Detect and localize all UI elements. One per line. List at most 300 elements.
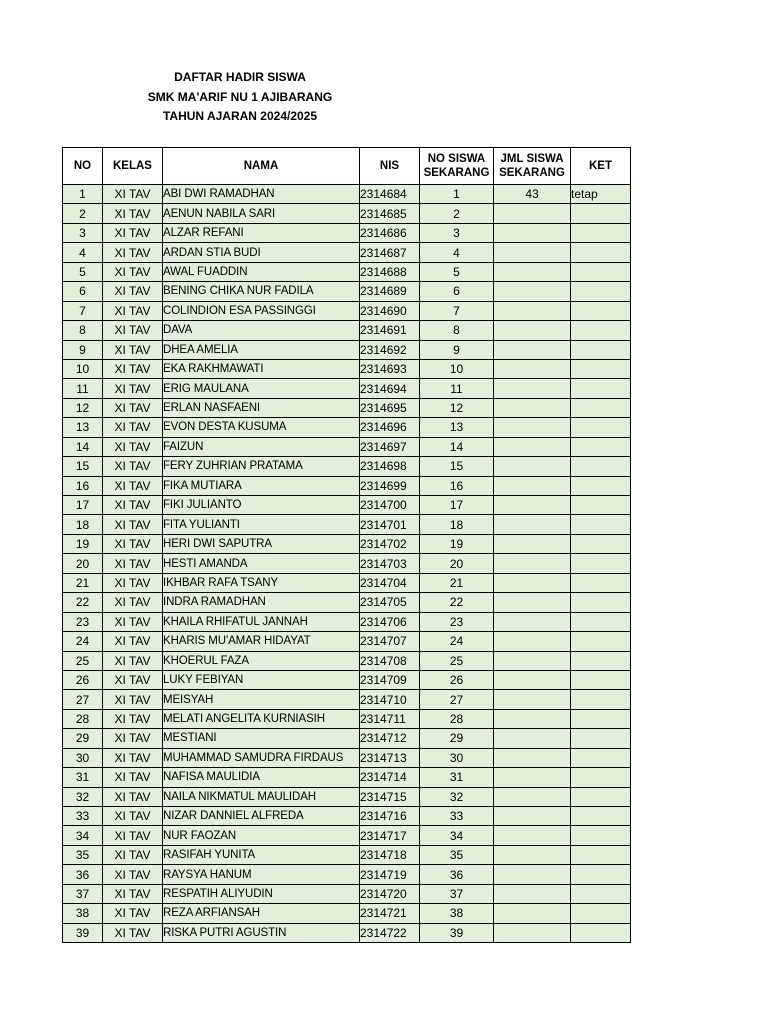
cell-no: 16	[63, 476, 103, 495]
cell-jml-siswa	[494, 612, 571, 631]
table-row	[63, 690, 631, 709]
cell-no-siswa: 20	[420, 554, 494, 573]
cell-nis: 2314687	[360, 243, 420, 262]
cell-nama: HERI DWI SAPUTRA	[163, 534, 360, 553]
cell-nis: 2314692	[360, 340, 420, 359]
cell-ket	[571, 554, 631, 573]
cell-ket	[571, 690, 631, 709]
cell-no: 34	[63, 826, 103, 845]
cell-no: 33	[63, 807, 103, 826]
cell-kelas: XI TAV	[103, 379, 163, 398]
table-row	[63, 632, 631, 651]
cell-jml-siswa	[494, 223, 571, 242]
cell-kelas: XI TAV	[103, 185, 163, 204]
cell-jml-siswa	[494, 379, 571, 398]
cell-ket	[571, 223, 631, 242]
cell-jml-siswa	[494, 340, 571, 359]
cell-kelas: XI TAV	[103, 845, 163, 864]
cell-jml-siswa	[494, 418, 571, 437]
cell-no: 1	[63, 185, 103, 204]
cell-jml-siswa	[494, 768, 571, 787]
cell-nis: 2314705	[360, 593, 420, 612]
table-row	[63, 826, 631, 845]
cell-jml-siswa	[494, 359, 571, 378]
cell-no-siswa: 2	[420, 204, 494, 223]
cell-no-siswa: 22	[420, 593, 494, 612]
cell-no: 39	[63, 923, 103, 942]
cell-no-siswa: 3	[420, 223, 494, 242]
cell-nama: AWAL FUADDIN	[163, 262, 360, 281]
cell-jml-siswa	[494, 845, 571, 864]
cell-no-siswa: 6	[420, 282, 494, 301]
cell-nis: 2314720	[360, 884, 420, 903]
table-row	[63, 282, 631, 301]
cell-no-siswa: 10	[420, 359, 494, 378]
table-row	[63, 573, 631, 592]
cell-nama: RAYSYA HANUM	[163, 865, 360, 884]
cell-no-siswa: 26	[420, 670, 494, 689]
cell-nama: FAIZUN	[163, 437, 360, 456]
table-row	[63, 476, 631, 495]
cell-no-siswa: 35	[420, 845, 494, 864]
table-row	[63, 262, 631, 281]
cell-nama: DHEA AMELIA	[163, 340, 360, 359]
cell-ket	[571, 204, 631, 223]
cell-kelas: XI TAV	[103, 262, 163, 281]
cell-ket	[571, 787, 631, 806]
cell-ket	[571, 729, 631, 748]
cell-nis: 2314719	[360, 865, 420, 884]
cell-nama: ERLAN NASFAENI	[163, 398, 360, 417]
cell-kelas: XI TAV	[103, 282, 163, 301]
cell-no: 15	[63, 457, 103, 476]
cell-nama: AENUN NABILA SARI	[163, 204, 360, 223]
cell-kelas: XI TAV	[103, 807, 163, 826]
cell-no-siswa: 16	[420, 476, 494, 495]
col-header-no-siswa-line1: NO SISWA	[427, 153, 486, 165]
cell-no-siswa: 11	[420, 379, 494, 398]
cell-kelas: XI TAV	[103, 865, 163, 884]
document-title	[62, 68, 418, 127]
cell-nis: 2314722	[360, 923, 420, 942]
cell-nis: 2314712	[360, 729, 420, 748]
cell-nama: EKA RAKHMAWATI	[163, 359, 360, 378]
cell-ket	[571, 904, 631, 923]
cell-jml-siswa	[494, 437, 571, 456]
cell-nis: 2314689	[360, 282, 420, 301]
cell-nis: 2314715	[360, 787, 420, 806]
cell-no-siswa: 29	[420, 729, 494, 748]
cell-no-siswa: 7	[420, 301, 494, 320]
cell-no-siswa: 34	[420, 826, 494, 845]
cell-no-siswa: 17	[420, 496, 494, 515]
cell-ket	[571, 398, 631, 417]
cell-nis: 2314717	[360, 826, 420, 845]
cell-nama: FERY ZUHRIAN PRATAMA	[163, 457, 360, 476]
title-line-2: SMK MA'ARIF NU 1 AJIBARANG	[147, 89, 333, 104]
cell-kelas: XI TAV	[103, 457, 163, 476]
cell-nis: 2314718	[360, 845, 420, 864]
cell-no-siswa: 12	[420, 398, 494, 417]
cell-kelas: XI TAV	[103, 884, 163, 903]
cell-jml-siswa	[494, 321, 571, 340]
cell-no: 18	[63, 515, 103, 534]
cell-nis: 2314686	[360, 223, 420, 242]
cell-nama: RISKA PUTRI AGUSTIN	[163, 923, 360, 942]
cell-no-siswa: 36	[420, 865, 494, 884]
cell-nama: INDRA RAMADHAN	[163, 593, 360, 612]
cell-nama: MEISYAH	[163, 690, 360, 709]
cell-nama: RASIFAH YUNITA	[163, 845, 360, 864]
table-row	[63, 748, 631, 767]
cell-nis: 2314697	[360, 437, 420, 456]
cell-kelas: XI TAV	[103, 573, 163, 592]
cell-no-siswa: 9	[420, 340, 494, 359]
cell-ket	[571, 476, 631, 495]
cell-ket	[571, 359, 631, 378]
cell-kelas: XI TAV	[103, 496, 163, 515]
cell-kelas: XI TAV	[103, 534, 163, 553]
title-line-1: DAFTAR HADIR SISWA	[174, 70, 306, 84]
cell-nis: 2314702	[360, 534, 420, 553]
cell-no-siswa: 31	[420, 768, 494, 787]
cell-nama: LUKY FEBIYAN	[163, 670, 360, 689]
table-row	[63, 884, 631, 903]
cell-no-siswa: 32	[420, 787, 494, 806]
cell-ket	[571, 301, 631, 320]
cell-kelas: XI TAV	[103, 359, 163, 378]
cell-jml-siswa	[494, 496, 571, 515]
table-row	[63, 787, 631, 806]
cell-ket	[571, 651, 631, 670]
header-row	[63, 148, 631, 185]
cell-ket	[571, 534, 631, 553]
cell-ket	[571, 807, 631, 826]
cell-no-siswa: 15	[420, 457, 494, 476]
cell-no: 19	[63, 534, 103, 553]
cell-no: 2	[63, 204, 103, 223]
cell-kelas: XI TAV	[103, 340, 163, 359]
cell-no: 24	[63, 632, 103, 651]
cell-nama: MESTIANI	[163, 729, 360, 748]
cell-kelas: XI TAV	[103, 651, 163, 670]
cell-nis: 2314700	[360, 496, 420, 515]
table-row	[63, 321, 631, 340]
cell-ket	[571, 709, 631, 728]
cell-nis: 2314708	[360, 651, 420, 670]
cell-no-siswa: 5	[420, 262, 494, 281]
cell-no-siswa: 39	[420, 923, 494, 942]
cell-nama: KHARIS MU'AMAR HIDAYAT	[163, 632, 360, 651]
cell-kelas: XI TAV	[103, 515, 163, 534]
cell-jml-siswa	[494, 243, 571, 262]
cell-jml-siswa	[494, 670, 571, 689]
cell-jml-siswa	[494, 632, 571, 651]
table-row	[63, 301, 631, 320]
cell-kelas: XI TAV	[103, 243, 163, 262]
cell-jml-siswa	[494, 515, 571, 534]
col-header-nis: NIS	[360, 148, 420, 185]
cell-nis: 2314710	[360, 690, 420, 709]
cell-nama: ARDAN STIA BUDI	[163, 243, 360, 262]
cell-ket	[571, 515, 631, 534]
col-header-ket: KET	[571, 148, 631, 185]
col-header-no-siswa	[420, 148, 494, 185]
cell-nis: 2314685	[360, 204, 420, 223]
cell-kelas: XI TAV	[103, 418, 163, 437]
table-header	[63, 148, 631, 185]
title-line-3: TAHUN AJARAN 2024/2025	[162, 109, 318, 123]
cell-ket	[571, 321, 631, 340]
table-row	[63, 865, 631, 884]
col-header-jml-siswa-line1: JML SISWA	[500, 153, 564, 165]
cell-kelas: XI TAV	[103, 709, 163, 728]
cell-no: 8	[63, 321, 103, 340]
cell-jml-siswa	[494, 301, 571, 320]
cell-no: 4	[63, 243, 103, 262]
cell-no-siswa: 14	[420, 437, 494, 456]
cell-jml-siswa	[494, 865, 571, 884]
cell-nis: 2314713	[360, 748, 420, 767]
cell-jml-siswa	[494, 262, 571, 281]
cell-no-siswa: 25	[420, 651, 494, 670]
col-header-nama: NAMA	[163, 148, 360, 185]
cell-no: 26	[63, 670, 103, 689]
table-row	[63, 923, 631, 942]
cell-nis: 2314709	[360, 670, 420, 689]
cell-kelas: XI TAV	[103, 398, 163, 417]
col-header-no: NO	[63, 148, 103, 185]
cell-kelas: XI TAV	[103, 923, 163, 942]
cell-nama: NIZAR DANNIEL ALFREDA	[163, 807, 360, 826]
cell-nis: 2314684	[360, 185, 420, 204]
cell-no: 3	[63, 223, 103, 242]
cell-jml-siswa	[494, 593, 571, 612]
cell-no: 7	[63, 301, 103, 320]
cell-jml-siswa	[494, 904, 571, 923]
cell-nis: 2314716	[360, 807, 420, 826]
cell-kelas: XI TAV	[103, 476, 163, 495]
cell-no: 21	[63, 573, 103, 592]
cell-no: 22	[63, 593, 103, 612]
cell-nama: ERIG MAULANA	[163, 379, 360, 398]
cell-ket	[571, 573, 631, 592]
table-row	[63, 534, 631, 553]
cell-no-siswa: 33	[420, 807, 494, 826]
cell-nama: REZA ARFIANSAH	[163, 904, 360, 923]
attendance-table	[62, 147, 631, 943]
table-row	[63, 185, 631, 204]
table-row	[63, 379, 631, 398]
cell-ket	[571, 243, 631, 262]
cell-no-siswa: 8	[420, 321, 494, 340]
cell-kelas: XI TAV	[103, 632, 163, 651]
cell-nama: COLINDION ESA PASSINGGI	[163, 301, 360, 320]
cell-ket	[571, 282, 631, 301]
cell-jml-siswa	[494, 573, 571, 592]
table-body	[63, 185, 631, 943]
cell-nama: MELATI ANGELITA KURNIASIH	[163, 709, 360, 728]
table-row	[63, 204, 631, 223]
cell-no: 32	[63, 787, 103, 806]
cell-no-siswa: 24	[420, 632, 494, 651]
cell-jml-siswa	[494, 204, 571, 223]
cell-jml-siswa: 43	[494, 185, 571, 204]
cell-ket	[571, 865, 631, 884]
col-header-kelas: KELAS	[103, 148, 163, 185]
cell-kelas: XI TAV	[103, 729, 163, 748]
cell-nis: 2314701	[360, 515, 420, 534]
cell-no-siswa: 21	[420, 573, 494, 592]
cell-nis: 2314714	[360, 768, 420, 787]
cell-no: 38	[63, 904, 103, 923]
cell-ket	[571, 923, 631, 942]
cell-kelas: XI TAV	[103, 437, 163, 456]
cell-no-siswa: 1	[420, 185, 494, 204]
cell-kelas: XI TAV	[103, 768, 163, 787]
cell-nis: 2314694	[360, 379, 420, 398]
table-row	[63, 340, 631, 359]
cell-ket	[571, 457, 631, 476]
cell-jml-siswa	[494, 554, 571, 573]
table-row	[63, 398, 631, 417]
cell-jml-siswa	[494, 690, 571, 709]
table-row	[63, 845, 631, 864]
cell-no: 25	[63, 651, 103, 670]
cell-no: 11	[63, 379, 103, 398]
cell-no: 13	[63, 418, 103, 437]
cell-nama: DAVA	[163, 321, 360, 340]
cell-no-siswa: 27	[420, 690, 494, 709]
cell-no-siswa: 28	[420, 709, 494, 728]
cell-nama: ALZAR REFANI	[163, 223, 360, 242]
table-row	[63, 418, 631, 437]
cell-nis: 2314707	[360, 632, 420, 651]
table-row	[63, 223, 631, 242]
table-row	[63, 807, 631, 826]
cell-kelas: XI TAV	[103, 554, 163, 573]
cell-nama: MUHAMMAD SAMUDRA FIRDAUS	[163, 748, 360, 767]
cell-nama: NUR FAOZAN	[163, 826, 360, 845]
cell-ket	[571, 496, 631, 515]
cell-kelas: XI TAV	[103, 612, 163, 631]
table-row	[63, 651, 631, 670]
cell-ket	[571, 593, 631, 612]
cell-ket	[571, 437, 631, 456]
cell-no: 27	[63, 690, 103, 709]
cell-no: 37	[63, 884, 103, 903]
table-row	[63, 768, 631, 787]
cell-nis: 2314704	[360, 573, 420, 592]
cell-no: 10	[63, 359, 103, 378]
cell-kelas: XI TAV	[103, 223, 163, 242]
cell-nis: 2314698	[360, 457, 420, 476]
cell-jml-siswa	[494, 476, 571, 495]
cell-jml-siswa	[494, 651, 571, 670]
cell-nama: FITA YULIANTI	[163, 515, 360, 534]
cell-no-siswa: 37	[420, 884, 494, 903]
cell-no-siswa: 4	[420, 243, 494, 262]
cell-nis: 2314699	[360, 476, 420, 495]
cell-ket	[571, 632, 631, 651]
cell-kelas: XI TAV	[103, 204, 163, 223]
cell-jml-siswa	[494, 826, 571, 845]
cell-no: 36	[63, 865, 103, 884]
cell-nama: KHAILA RHIFATUL JANNAH	[163, 612, 360, 631]
cell-no: 29	[63, 729, 103, 748]
cell-no: 30	[63, 748, 103, 767]
cell-kelas: XI TAV	[103, 826, 163, 845]
table-row	[63, 437, 631, 456]
cell-kelas: XI TAV	[103, 670, 163, 689]
cell-kelas: XI TAV	[103, 690, 163, 709]
cell-ket	[571, 748, 631, 767]
cell-nama: RESPATIH ALIYUDIN	[163, 884, 360, 903]
col-header-jml-siswa-line2: SEKARANG	[499, 167, 565, 179]
cell-nama: KHOERUL FAZA	[163, 651, 360, 670]
cell-ket	[571, 884, 631, 903]
cell-no-siswa: 23	[420, 612, 494, 631]
col-header-no-siswa-line2: SEKARANG	[423, 167, 490, 179]
cell-nis: 2314693	[360, 359, 420, 378]
cell-kelas: XI TAV	[103, 748, 163, 767]
cell-ket	[571, 262, 631, 281]
cell-jml-siswa	[494, 282, 571, 301]
table-row	[63, 904, 631, 923]
cell-nis: 2314691	[360, 321, 420, 340]
col-header-jml-siswa	[494, 148, 571, 185]
table-row	[63, 554, 631, 573]
cell-jml-siswa	[494, 729, 571, 748]
cell-no: 31	[63, 768, 103, 787]
cell-no: 14	[63, 437, 103, 456]
cell-jml-siswa	[494, 787, 571, 806]
cell-ket	[571, 826, 631, 845]
cell-ket	[571, 418, 631, 437]
cell-nama: HESTI AMANDA	[163, 554, 360, 573]
cell-nama: EVON DESTA KUSUMA	[163, 418, 360, 437]
cell-kelas: XI TAV	[103, 787, 163, 806]
table-row	[63, 496, 631, 515]
cell-nama: BENING CHIKA NUR FADILA	[163, 282, 360, 301]
cell-jml-siswa	[494, 534, 571, 553]
cell-no-siswa: 18	[420, 515, 494, 534]
cell-no: 23	[63, 612, 103, 631]
cell-nama: FIKA MUTIARA	[163, 476, 360, 495]
cell-no-siswa: 13	[420, 418, 494, 437]
table-row	[63, 612, 631, 631]
table-row	[63, 729, 631, 748]
cell-no-siswa: 30	[420, 748, 494, 767]
cell-jml-siswa	[494, 457, 571, 476]
cell-nis: 2314696	[360, 418, 420, 437]
cell-ket	[571, 379, 631, 398]
cell-jml-siswa	[494, 398, 571, 417]
cell-ket	[571, 768, 631, 787]
cell-no-siswa: 19	[420, 534, 494, 553]
cell-nama: NAFISA MAULIDIA	[163, 768, 360, 787]
cell-nis: 2314703	[360, 554, 420, 573]
cell-nama: IKHBAR RAFA TSANY	[163, 573, 360, 592]
cell-jml-siswa	[494, 807, 571, 826]
cell-kelas: XI TAV	[103, 904, 163, 923]
cell-nis: 2314690	[360, 301, 420, 320]
cell-ket: tetap	[571, 185, 631, 204]
table-row	[63, 709, 631, 728]
cell-no: 5	[63, 262, 103, 281]
cell-no: 12	[63, 398, 103, 417]
cell-no: 20	[63, 554, 103, 573]
